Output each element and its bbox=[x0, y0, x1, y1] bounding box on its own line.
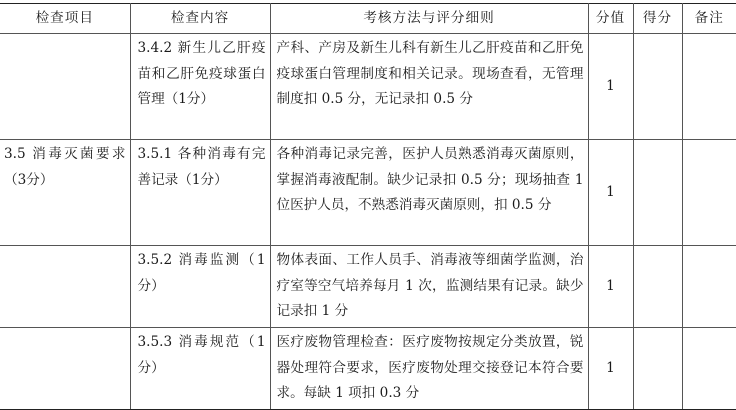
item-cell bbox=[0, 328, 130, 410]
header-method: 考核方法与评分细则 bbox=[270, 4, 588, 34]
obtained-cell bbox=[633, 246, 682, 328]
item-cell bbox=[0, 34, 130, 140]
remark-cell bbox=[682, 328, 736, 410]
assessment-table bbox=[0, 3, 736, 410]
obtained-cell bbox=[633, 140, 682, 246]
method-cell: 医疗废物管理检查：医疗废物按规定分类放置，锐器处理符合要求，医疗废物处理交接登记本符合要求。每缺 1 项扣 0.3 分 bbox=[270, 328, 588, 410]
header-score: 分值 bbox=[588, 4, 633, 34]
obtained-cell bbox=[633, 328, 682, 410]
method-cell: 各种消毒记录完善，医护人员熟悉消毒灭菌原则，掌握消毒液配制。缺少记录扣 0.5 分；现场抽查 1 位医护人员，不熟悉消毒灭菌原则，扣 0.5 分 bbox=[270, 140, 588, 246]
header-remark: 备注 bbox=[682, 4, 736, 34]
table-row bbox=[0, 34, 736, 140]
item-cell bbox=[0, 246, 130, 328]
header-item: 检查项目 bbox=[0, 4, 130, 34]
table-row bbox=[0, 140, 736, 246]
item-cell: 3.5 消毒灭菌要求（3分） bbox=[0, 140, 130, 246]
remark-cell bbox=[682, 34, 736, 140]
score-cell: 1 bbox=[588, 328, 633, 410]
method-cell: 产科、产房及新生儿科有新生儿乙肝疫苗和乙肝免疫球蛋白管理制度和相关记录。现场查看，无管理制度扣 0.5 分，无记录扣 0.5 分 bbox=[270, 34, 588, 140]
content-cell: 3.5.1 各种消毒有完善记录（1分） bbox=[130, 140, 270, 246]
content-cell: 3.5.3 消毒规范（1分） bbox=[130, 328, 270, 410]
score-cell: 1 bbox=[588, 140, 633, 246]
header-content: 检查内容 bbox=[130, 4, 270, 34]
method-cell: 物体表面、工作人员手、消毒液等细菌学监测，治疗室等空气培养每月 1 次，监测结果有记录。缺少记录扣 1 分 bbox=[270, 246, 588, 328]
remark-cell bbox=[682, 246, 736, 328]
table-row bbox=[0, 246, 736, 328]
obtained-cell bbox=[633, 34, 682, 140]
table-row bbox=[0, 328, 736, 410]
content-cell: 3.4.2 新生儿乙肝疫苗和乙肝免疫球蛋白管理（1分） bbox=[130, 34, 270, 140]
remark-cell bbox=[682, 140, 736, 246]
content-cell: 3.5.2 消毒监测（1分） bbox=[130, 246, 270, 328]
score-cell: 1 bbox=[588, 246, 633, 328]
header-obtained: 得分 bbox=[633, 4, 682, 34]
score-cell: 1 bbox=[588, 34, 633, 140]
header-row bbox=[0, 4, 736, 34]
